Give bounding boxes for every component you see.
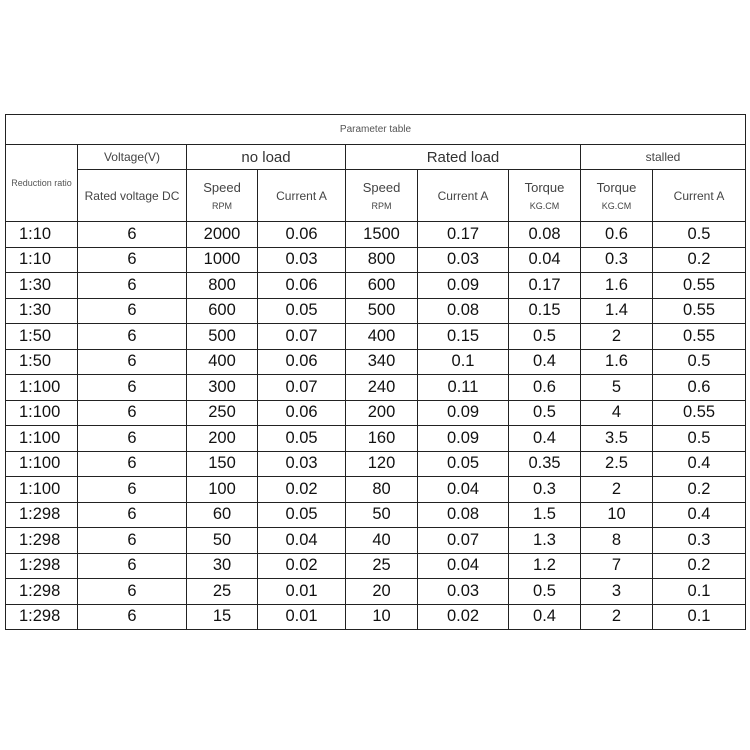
cell-no-load-current: 0.05	[258, 502, 346, 528]
cell-no-load-current: 0.06	[258, 222, 346, 248]
cell-voltage: 6	[78, 324, 187, 350]
rpm-unit: RPM	[371, 201, 392, 211]
cell-rated-load-torque: 0.6	[509, 375, 581, 401]
header-stalled-current: Current A	[653, 170, 746, 222]
cell-stalled-current: 0.2	[653, 247, 746, 273]
cell-rated-load-current: 0.08	[418, 298, 509, 324]
header-no-load: no load	[187, 145, 346, 170]
cell-no-load-speed: 200	[187, 426, 258, 452]
cell-reduction-ratio: 1:100	[6, 426, 78, 452]
cell-stalled-current: 0.3	[653, 528, 746, 554]
cell-stalled-current: 0.55	[653, 298, 746, 324]
cell-rated-load-speed: 600	[346, 273, 418, 299]
cell-reduction-ratio: 1:10	[6, 247, 78, 273]
cell-no-load-speed: 30	[187, 553, 258, 579]
cell-rated-load-torque: 0.5	[509, 400, 581, 426]
cell-stalled-current: 0.2	[653, 477, 746, 503]
cell-rated-load-torque: 0.4	[509, 604, 581, 630]
cell-reduction-ratio: 1:100	[6, 451, 78, 477]
cell-rated-load-speed: 120	[346, 451, 418, 477]
cell-voltage: 6	[78, 375, 187, 401]
cell-no-load-speed: 50	[187, 528, 258, 554]
cell-rated-load-torque: 0.5	[509, 579, 581, 605]
cell-stalled-current: 0.4	[653, 502, 746, 528]
cell-stalled-torque: 2	[581, 324, 653, 350]
cell-stalled-torque: 5	[581, 375, 653, 401]
cell-rated-load-torque: 0.3	[509, 477, 581, 503]
cell-stalled-torque: 4	[581, 400, 653, 426]
cell-no-load-current: 0.02	[258, 553, 346, 579]
cell-rated-load-speed: 40	[346, 528, 418, 554]
cell-stalled-current: 0.6	[653, 375, 746, 401]
cell-stalled-torque: 2	[581, 477, 653, 503]
cell-stalled-current: 0.4	[653, 451, 746, 477]
cell-reduction-ratio: 1:298	[6, 502, 78, 528]
header-rated-load-current: Current A	[418, 170, 509, 222]
cell-rated-load-speed: 240	[346, 375, 418, 401]
cell-rated-load-current: 0.08	[418, 502, 509, 528]
cell-stalled-torque: 1.6	[581, 349, 653, 375]
cell-stalled-torque: 10	[581, 502, 653, 528]
cell-voltage: 6	[78, 553, 187, 579]
cell-rated-load-speed: 1500	[346, 222, 418, 248]
header-stalled-torque	[581, 170, 653, 222]
cell-no-load-speed: 600	[187, 298, 258, 324]
table-row	[6, 222, 746, 248]
cell-rated-load-torque: 0.17	[509, 273, 581, 299]
rpm-unit: RPM	[212, 201, 232, 211]
cell-voltage: 6	[78, 528, 187, 554]
cell-voltage: 6	[78, 247, 187, 273]
cell-rated-load-torque: 1.3	[509, 528, 581, 554]
cell-rated-load-current: 0.03	[418, 247, 509, 273]
cell-no-load-current: 0.01	[258, 579, 346, 605]
cell-voltage: 6	[78, 426, 187, 452]
cell-reduction-ratio: 1:100	[6, 400, 78, 426]
cell-stalled-current: 0.55	[653, 400, 746, 426]
cell-rated-load-current: 0.03	[418, 579, 509, 605]
cell-no-load-current: 0.01	[258, 604, 346, 630]
cell-no-load-speed: 15	[187, 604, 258, 630]
cell-rated-load-torque: 0.5	[509, 324, 581, 350]
cell-stalled-torque: 1.6	[581, 273, 653, 299]
table-row	[6, 426, 746, 452]
cell-voltage: 6	[78, 604, 187, 630]
cell-rated-load-current: 0.04	[418, 553, 509, 579]
cell-stalled-torque: 3.5	[581, 426, 653, 452]
cell-rated-load-speed: 25	[346, 553, 418, 579]
cell-rated-load-current: 0.04	[418, 477, 509, 503]
cell-voltage: 6	[78, 298, 187, 324]
cell-rated-load-speed: 200	[346, 400, 418, 426]
header-voltage: Voltage(V)	[78, 145, 187, 170]
table-row	[6, 477, 746, 503]
cell-stalled-torque: 7	[581, 553, 653, 579]
table-row	[6, 502, 746, 528]
table-row	[6, 349, 746, 375]
cell-stalled-torque: 0.6	[581, 222, 653, 248]
cell-stalled-current: 0.5	[653, 349, 746, 375]
torque-label: Torque	[524, 180, 565, 195]
cell-no-load-speed: 250	[187, 400, 258, 426]
cell-voltage: 6	[78, 400, 187, 426]
cell-no-load-current: 0.05	[258, 426, 346, 452]
table-row	[6, 324, 746, 350]
table-row	[6, 273, 746, 299]
parameter-table	[5, 114, 746, 630]
cell-voltage: 6	[78, 222, 187, 248]
table-row	[6, 451, 746, 477]
cell-rated-load-torque: 0.4	[509, 349, 581, 375]
cell-no-load-speed: 800	[187, 273, 258, 299]
cell-no-load-speed: 500	[187, 324, 258, 350]
cell-rated-load-current: 0.1	[418, 349, 509, 375]
cell-reduction-ratio: 1:298	[6, 553, 78, 579]
cell-voltage: 6	[78, 451, 187, 477]
cell-reduction-ratio: 1:100	[6, 477, 78, 503]
cell-reduction-ratio: 1:100	[6, 375, 78, 401]
table-row	[6, 247, 746, 273]
cell-no-load-current: 0.06	[258, 349, 346, 375]
cell-voltage: 6	[78, 349, 187, 375]
cell-reduction-ratio: 1:50	[6, 349, 78, 375]
cell-rated-load-torque: 0.35	[509, 451, 581, 477]
cell-stalled-torque: 3	[581, 579, 653, 605]
table-row	[6, 579, 746, 605]
cell-rated-load-torque: 1.2	[509, 553, 581, 579]
speed-label: Speed	[203, 180, 241, 195]
cell-stalled-current: 0.55	[653, 324, 746, 350]
table-title: Parameter table	[6, 115, 746, 145]
cell-reduction-ratio: 1:30	[6, 273, 78, 299]
cell-no-load-speed: 100	[187, 477, 258, 503]
cell-rated-load-speed: 800	[346, 247, 418, 273]
cell-rated-load-speed: 340	[346, 349, 418, 375]
torque-label: Torque	[596, 180, 637, 195]
cell-rated-load-torque: 0.4	[509, 426, 581, 452]
header-no-load-current: Current A	[258, 170, 346, 222]
table-row	[6, 553, 746, 579]
cell-rated-load-speed: 20	[346, 579, 418, 605]
cell-stalled-torque: 2.5	[581, 451, 653, 477]
cell-stalled-current: 0.55	[653, 273, 746, 299]
cell-reduction-ratio: 1:50	[6, 324, 78, 350]
table-row	[6, 375, 746, 401]
speed-label: Speed	[362, 180, 401, 195]
cell-rated-load-current: 0.17	[418, 222, 509, 248]
kgcm-unit: KG.CM	[529, 201, 560, 211]
cell-rated-load-torque: 0.15	[509, 298, 581, 324]
cell-voltage: 6	[78, 273, 187, 299]
cell-rated-load-current: 0.09	[418, 400, 509, 426]
cell-stalled-torque: 8	[581, 528, 653, 554]
cell-rated-load-speed: 50	[346, 502, 418, 528]
table-row	[6, 298, 746, 324]
cell-rated-load-current: 0.15	[418, 324, 509, 350]
cell-rated-load-current: 0.09	[418, 273, 509, 299]
cell-rated-load-torque: 0.08	[509, 222, 581, 248]
cell-reduction-ratio: 1:298	[6, 604, 78, 630]
table-row	[6, 604, 746, 630]
cell-stalled-torque: 1.4	[581, 298, 653, 324]
table-row	[6, 528, 746, 554]
cell-no-load-speed: 150	[187, 451, 258, 477]
cell-rated-load-current: 0.09	[418, 426, 509, 452]
header-rated-load: Rated load	[346, 145, 581, 170]
cell-rated-load-current: 0.02	[418, 604, 509, 630]
header-stalled: stalled	[581, 145, 746, 170]
cell-reduction-ratio: 1:10	[6, 222, 78, 248]
header-rated-load-speed	[346, 170, 418, 222]
cell-no-load-speed: 60	[187, 502, 258, 528]
cell-rated-load-current: 0.07	[418, 528, 509, 554]
cell-rated-load-current: 0.05	[418, 451, 509, 477]
table-row	[6, 400, 746, 426]
cell-rated-load-speed: 160	[346, 426, 418, 452]
cell-stalled-torque: 2	[581, 604, 653, 630]
cell-no-load-speed: 2000	[187, 222, 258, 248]
kgcm-unit: KG.CM	[601, 201, 632, 211]
cell-no-load-speed: 400	[187, 349, 258, 375]
cell-voltage: 6	[78, 579, 187, 605]
header-no-load-speed	[187, 170, 258, 222]
cell-voltage: 6	[78, 502, 187, 528]
cell-stalled-current: 0.5	[653, 426, 746, 452]
cell-stalled-current: 0.2	[653, 553, 746, 579]
cell-no-load-current: 0.02	[258, 477, 346, 503]
cell-no-load-current: 0.06	[258, 400, 346, 426]
header-rated-voltage: Rated voltage DC	[78, 170, 187, 222]
cell-rated-load-speed: 10	[346, 604, 418, 630]
cell-no-load-current: 0.05	[258, 298, 346, 324]
cell-reduction-ratio: 1:298	[6, 579, 78, 605]
cell-no-load-speed: 25	[187, 579, 258, 605]
cell-stalled-torque: 0.3	[581, 247, 653, 273]
cell-rated-load-current: 0.11	[418, 375, 509, 401]
cell-no-load-current: 0.07	[258, 324, 346, 350]
cell-rated-load-speed: 80	[346, 477, 418, 503]
cell-no-load-current: 0.06	[258, 273, 346, 299]
cell-no-load-current: 0.03	[258, 247, 346, 273]
cell-reduction-ratio: 1:30	[6, 298, 78, 324]
cell-no-load-speed: 1000	[187, 247, 258, 273]
table-body	[6, 222, 746, 630]
header-rated-load-torque	[509, 170, 581, 222]
header-reduction-ratio: Reduction ratio	[6, 145, 78, 222]
parameter-table-container	[5, 114, 745, 630]
cell-stalled-current: 0.1	[653, 604, 746, 630]
cell-rated-load-torque: 1.5	[509, 502, 581, 528]
cell-stalled-current: 0.1	[653, 579, 746, 605]
cell-rated-load-torque: 0.04	[509, 247, 581, 273]
cell-no-load-current: 0.07	[258, 375, 346, 401]
cell-rated-load-speed: 400	[346, 324, 418, 350]
cell-no-load-speed: 300	[187, 375, 258, 401]
cell-stalled-current: 0.5	[653, 222, 746, 248]
cell-voltage: 6	[78, 477, 187, 503]
cell-rated-load-speed: 500	[346, 298, 418, 324]
cell-no-load-current: 0.04	[258, 528, 346, 554]
cell-no-load-current: 0.03	[258, 451, 346, 477]
cell-reduction-ratio: 1:298	[6, 528, 78, 554]
